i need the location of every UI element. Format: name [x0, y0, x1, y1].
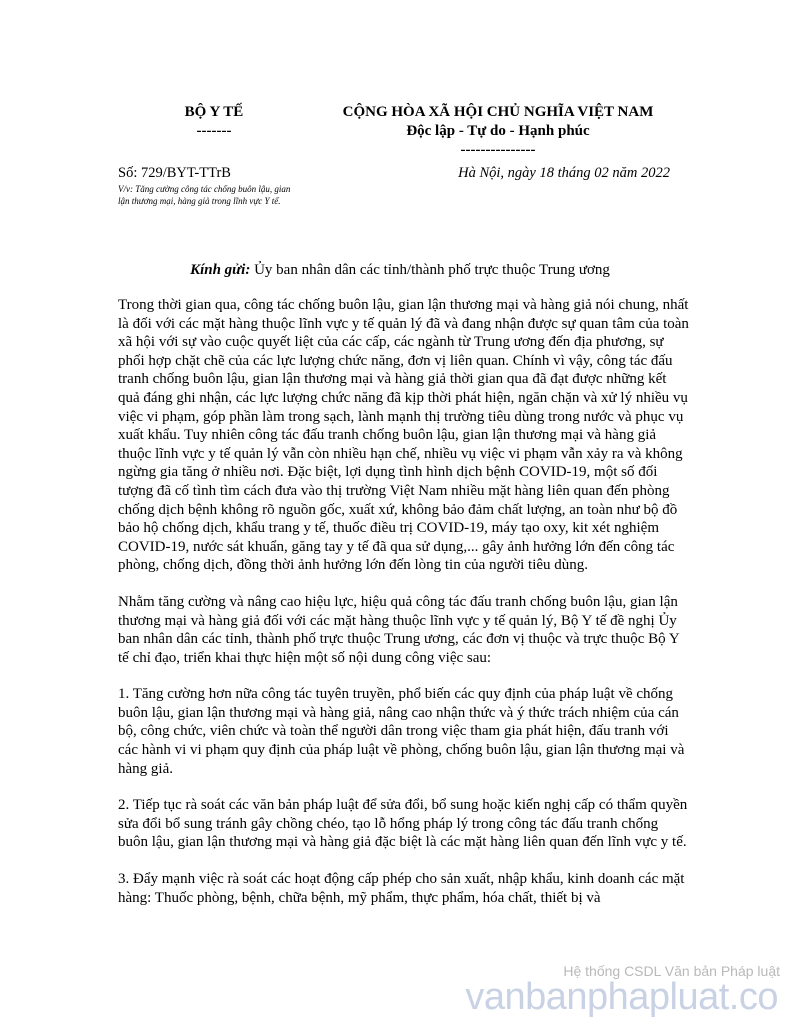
recipient-label: Kính gửi: [190, 262, 251, 278]
watermark-site: vanbanphapluat.co [465, 976, 778, 1018]
country-name: CỘNG HÒA XÃ HỘI CHỦ NGHĨA VIỆT NAM [342, 104, 654, 120]
document-subject: V/v: Tăng cường công tác chống buôn lậu, gian lận thương mại, hàng giả trong lĩnh vực Y tế. [118, 184, 291, 206]
ministry-rule: ------- [196, 123, 232, 139]
body-paragraph: 3. Đẩy mạnh việc rà soát các hoạt động cấp phép cho sản xuất, nhập khẩu, kinh doanh các mặt hàng: Thuốc phòng, bệnh, chữa bệnh, mỹ phẩm, thực phẩm, hóa chất, thiết bị và [118, 871, 685, 906]
body-paragraph: Nhằm tăng cường và nâng cao hiệu lực, hiệu quả công tác đấu tranh chống buôn lậu, gian lận thương mại và hàng giả đối với các mặt hàng thuộc lĩnh vực y tế quản lý, Bộ Y tế đề nghị Ủy ban nhân dân các tỉnh, thành phố trực thuộc Trung ương, các đơn vị thuộc và trực thuộc Bộ Y tế chỉ đạo, triển khai thực hiện một số nội dung công việc sau: [118, 593, 680, 666]
body-paragraph: 1. Tăng cường hơn nữa công tác tuyên truyền, phổ biến các quy định của pháp luật về chống buôn lậu, gian lận thương mại và hàng giả, nâng cao nhận thức và ý thức trách nhiệm của cán bộ, công chức, viên chức và toàn thể người dân trong việc tham gia phát hiện, đấu tranh với các hành vi vi phạm quy định của pháp luật về phòng, chống buôn lậu, gian lận thương mại và hàng giả. [118, 686, 685, 777]
recipient-line [0, 262, 800, 279]
national-header [300, 103, 696, 160]
motto-rule: --------------- [460, 142, 536, 158]
issuer-block [150, 103, 278, 141]
body-paragraph: Trong thời gian qua, công tác chống buôn lậu, gian lận thương mại và hàng giả nói chung, nhất là đối với các mặt hàng thuộc lĩnh vực y tế quản lý đã và đang nhận được sự quan tâm của toàn xã hội với sự vào cuộc quyết liệt của các cấp, các ngành từ Trung ương đến địa phương, sự phối hợp chặt chẽ của các lực lượng chức năng, đơn vị liên quan. Chính vì vậy, công tác đấu tranh chống buôn lậu, gian lận thương mại và hàng giả thời gian qua đã đạt được những kết quả đáng ghi nhận, các lực lượng chức năng đã kịp thời phát hiện, ngăn chặn và xử lý nhiều vụ việc vi phạm, góp phần làm trong sạch, lành mạnh thị trường tiêu dùng trong nước và phục vụ xuất khẩu. Tuy nhiên công tác đấu tranh chống buôn lậu, gian lận thương mại và hàng giả thuộc lĩnh vực y tế quản lý vẫn còn nhiều hạn chế, nhiều vụ việc vi phạm vẫn xảy ra và không ngừng gia tăng ở nhiều nơi. Đặc biệt, lợi dụng tình hình dịch bệnh COVID-19, một số đối tượng đã cố tình tìm cách đưa vào thị trường Việt Nam nhiều mặt hàng liên quan đến phòng chống dịch bệnh không rõ nguồn gốc, xuất xứ, không bảo đảm chất lượng, an toàn như bộ đồ bảo hộ chống dịch, khẩu trang y tế, thuốc điều trị COVID-19, máy tạo oxy, kit xét nghiệm COVID-19, nước sát khuẩn, găng tay y tế đã qua sử dụng,... gây ảnh hưởng lớn đến công tác phòng, chống dịch, đồng thời ảnh hưởng lớn đến lòng tin của người tiêu dùng. [118, 297, 689, 574]
ministry-name: BỘ Y TẾ [184, 104, 244, 120]
document-body [118, 296, 690, 925]
watermark-caption: Hệ thống CSDL Văn bản Pháp luật [563, 963, 780, 979]
recipient-text: Ủy ban nhân dân các tỉnh/thành phố trực thuộc Trung ương [250, 262, 610, 278]
document-number: Số: 729/BYT-TTrB [118, 165, 231, 181]
document-date: Hà Nội, ngày 18 tháng 02 năm 2022 [458, 165, 670, 181]
body-paragraph: 2. Tiếp tục rà soát các văn bản pháp luật để sửa đổi, bổ sung hoặc kiến nghị cấp có thẩm quyền sửa đổi bổ sung tránh gây chồng chéo, tạo lỗ hổng pháp lý trong công tác đấu tranh chống buôn lậu, gian lận thương mại và hàng giả đặc biệt là các mặt hàng liên quan đến lĩnh vực y tế. [118, 797, 688, 851]
national-motto: Độc lập - Tự do - Hạnh phúc [406, 123, 590, 139]
